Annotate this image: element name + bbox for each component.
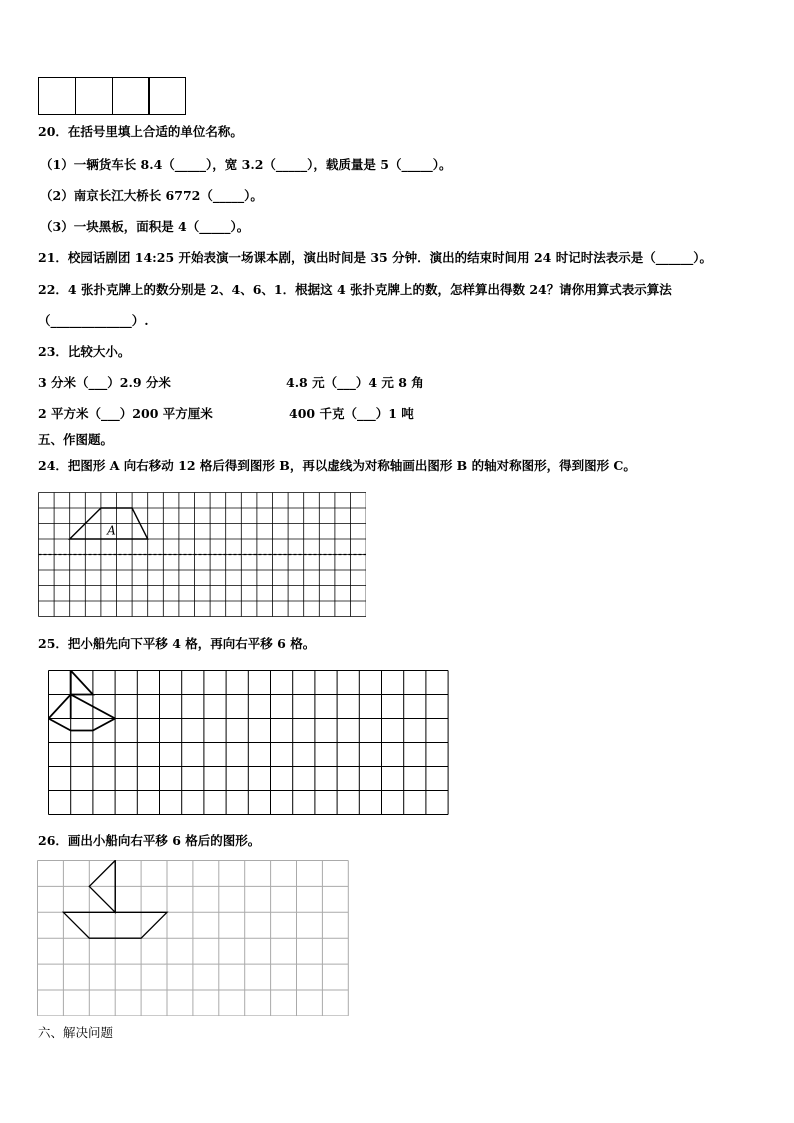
answer-box[interactable]: [75, 77, 113, 115]
q20-title: 20．在括号里填上合适的单位名称。: [38, 124, 243, 139]
q26-title: 26．画出小船向右平移 6 格后的图形。: [38, 833, 261, 848]
answer-box[interactable]: [112, 77, 150, 115]
q22-line1: 22．4 张扑克牌上的数分别是 2、4、6、1．根据这 4 张扑克牌上的数，怎样算出得数 24？请你用算式表示算法: [38, 282, 672, 297]
q23-title: 23．比较大小。: [38, 344, 131, 359]
q22-line2: （_____________）.: [38, 313, 149, 328]
q25-grid[interactable]: [48, 670, 451, 816]
q23-a: 3 分米（___）2.9 分米: [38, 375, 171, 390]
q26-grid[interactable]: [37, 860, 349, 1016]
boat-sail: [71, 671, 93, 695]
answer-boxes: [38, 77, 185, 115]
q23-c: 2 平方米（___）200 平方厘米: [38, 406, 213, 421]
q25-title: 25．把小船先向下平移 4 格，再向右平移 6 格。: [38, 636, 316, 651]
q21-text: 21．校园话剧团 14:25 开始表演一场课本剧，演出时间是 35 分钟．演出的结束时间用 24 时记时法表示是（______）。: [38, 250, 712, 265]
boat-hull: [49, 695, 116, 731]
q23-d: 400 千克（___）1 吨: [289, 406, 414, 421]
q20-line2: （2）南京长江大桥长 6772（_____）。: [40, 188, 263, 203]
q23-b: 4.8 元（___）4 元 8 角: [286, 375, 424, 390]
q24-title: 24．把图形 A 向右移动 12 格后得到图形 B，再以虚线为对称轴画出图形 B 的轴对称图形，得到图形 C。: [38, 458, 636, 473]
section-6-heading: 六、解决问题: [38, 1025, 114, 1040]
q20-line1: （1）一辆货车长 8.4（_____），宽 3.2（_____），载质量是 5（_____）。: [40, 157, 452, 172]
q20-line3: （3）一块黑板，面积是 4（_____）。: [40, 219, 250, 234]
shape-a-label: A: [107, 523, 116, 538]
answer-box[interactable]: [38, 77, 76, 115]
answer-box[interactable]: [148, 77, 186, 115]
section-5-heading: 五、作图题。: [38, 432, 114, 447]
q24-grid[interactable]: [38, 492, 366, 617]
